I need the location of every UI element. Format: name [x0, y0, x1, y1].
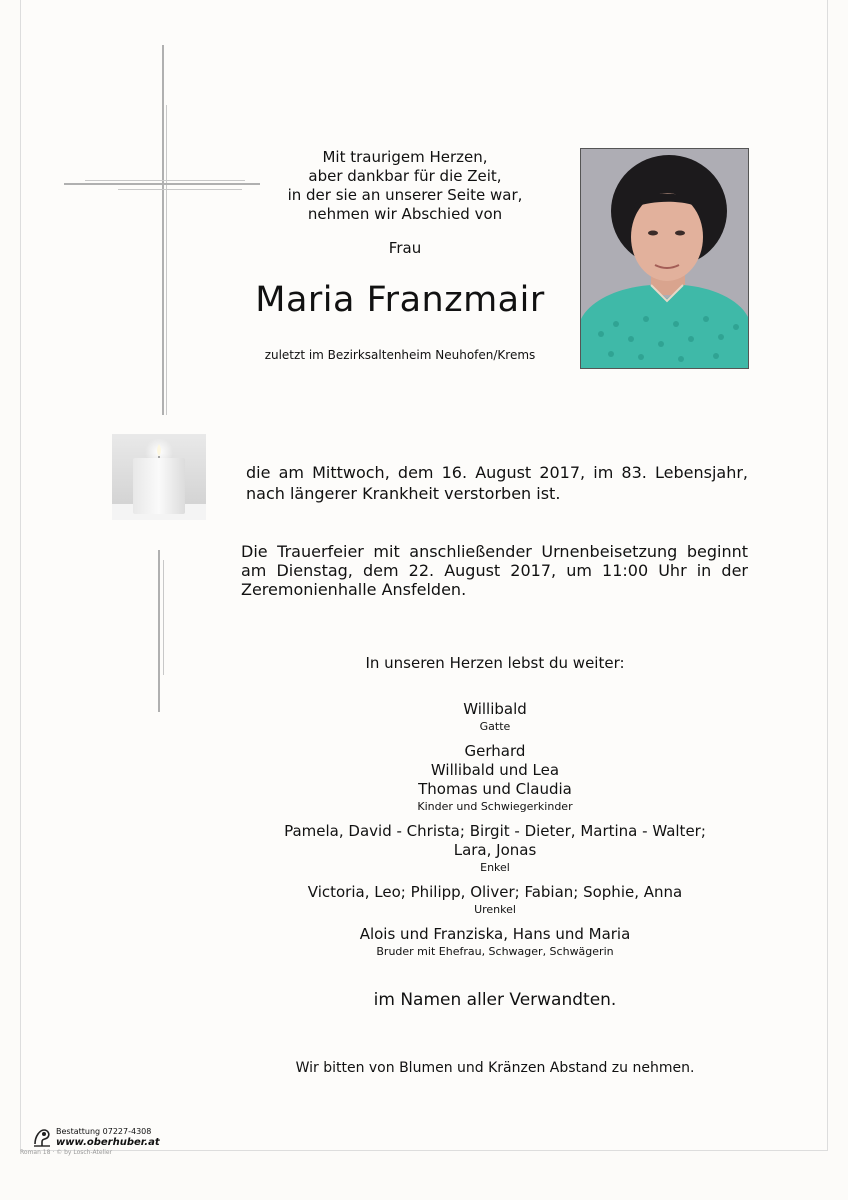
flowers-note: Wir bitten von Blumen und Kränzen Abstand zu nehmen.	[295, 1060, 695, 1076]
family-name: Gerhard	[464, 742, 526, 760]
ceremony-notice: Die Trauerfeier mit anschließender Urnenbeisetzung beginnt am Dienstag, dem 22. August 2017, um 11:00 Uhr in der Zeremonienhalle Ansfelden.	[241, 542, 748, 599]
family-name: Willibald	[463, 700, 527, 718]
closing-line: im Namen aller Verwandten.	[373, 990, 617, 1010]
funeral-home-logo-icon	[32, 1126, 52, 1148]
intro-line: aber dankbar für die Zeit,	[308, 167, 502, 185]
intro-line: Mit traurigem Herzen,	[322, 148, 488, 166]
funeral-home-logo	[20, 1124, 182, 1158]
family-name: Willibald und Lea	[430, 761, 560, 779]
portrait-photo	[580, 148, 749, 369]
family-name: Victoria, Leo; Philipp, Oliver; Fabian; Sophie, Anna	[307, 883, 683, 901]
family-name: Lara, Jonas	[453, 841, 537, 859]
family-role: Bruder mit Ehefrau, Schwager, Schwägerin	[376, 945, 614, 958]
family-name: Alois und Franziska, Hans und Maria	[359, 925, 631, 943]
funeral-home-website[interactable]: www.oberhuber.at	[56, 1137, 160, 1148]
intro-line: in der sie an unserer Seite war,	[287, 186, 523, 204]
intro-line: nehmen wir Abschied von	[307, 205, 503, 223]
family-role: Gatte	[479, 720, 511, 733]
family-group	[240, 822, 750, 875]
family-role: Enkel	[480, 861, 510, 874]
death-notice: die am Mittwoch, dem 16. August 2017, im 83. Lebensjahr, nach längerer Krankheit verstorben ist.	[246, 463, 748, 503]
salutation: Frau	[388, 239, 422, 257]
family-group	[240, 742, 750, 814]
family-name: Pamela, David - Christa; Birgit - Dieter, Martina - Walter;	[284, 822, 706, 840]
copyright-note: Roman 18 · © by Losch-Atelier	[20, 1149, 113, 1156]
family-name: Thomas und Claudia	[418, 780, 572, 798]
residence-note: zuletzt im Bezirksaltenheim Neuhofen/Krems	[264, 348, 536, 362]
mourners-heading: In unseren Herzen lebst du weiter:	[365, 654, 625, 672]
family-list	[240, 700, 750, 967]
family-group	[240, 700, 750, 734]
family-role: Urenkel	[474, 903, 516, 916]
family-role: Kinder und Schwiegerkinder	[417, 800, 573, 813]
deceased-name: Maria Franzmair	[255, 280, 545, 320]
intro-text	[260, 148, 550, 224]
family-group	[240, 883, 750, 917]
candle-icon	[112, 434, 206, 520]
family-group	[240, 925, 750, 959]
funeral-home-phone: Bestattung 07227-4308	[56, 1127, 152, 1136]
